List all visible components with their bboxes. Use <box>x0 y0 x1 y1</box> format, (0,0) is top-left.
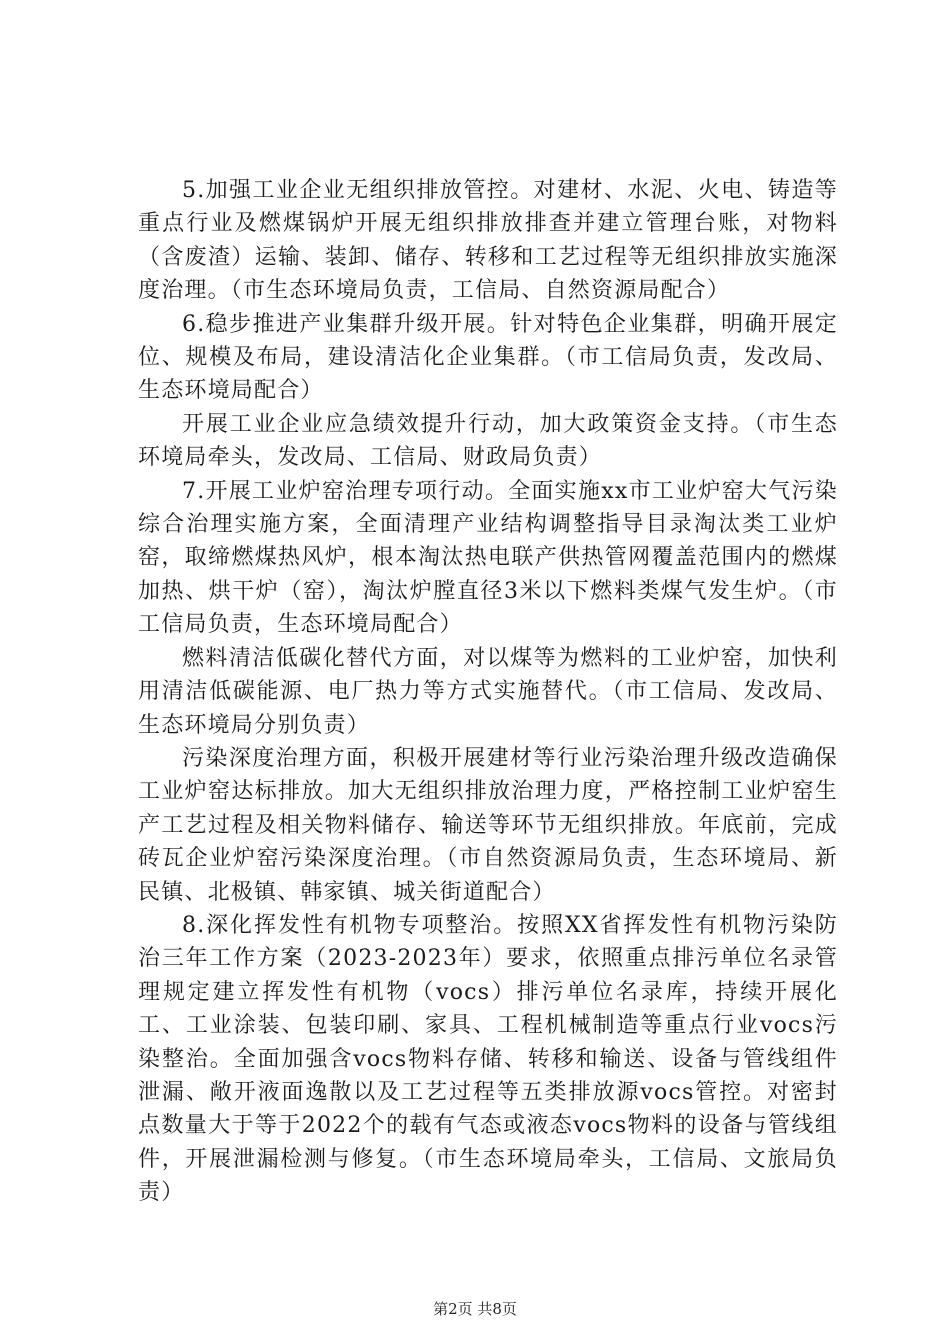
paragraph-deep-treatment: 污染深度治理方面，积极开展建材等行业污染治理升级改造确保工业炉窑达标排放。加大无组织排放治理力度，严格控制工业炉窑生产工艺过程及相关物料储存、输送等环节无组织排放。年底前，完成砖瓦企业炉窑污染深度治理。（市自然资源局负责，生态环境局、新民镇、北极镇、韩家镇、城关街道配合） <box>138 745 838 905</box>
paragraph-item-8: 8.深化挥发性有机物专项整治。按照XX省挥发性有机物污染防治三年工作方案（2023-2023年）要求，依照重点排污单位名录管理规定建立挥发性有机物（vocs）排污单位名录库，持续开展化工、工业涂装、包装印刷、家具、工程机械制造等重点行业vocs污染整治。全面加强含vocs物料存储、转移和输送、设备与管线组件泄漏、敞开液面逸散以及工艺过程等五类排放源vocs管控。对密封点数量大于等于2022个的载有气态或液态vocs物料的设备与管线组件，开展泄漏检测与修复。（市生态环境局牵头，工信局、文旅局负责） <box>138 912 838 1206</box>
paragraph-fuel-substitution: 燃料清洁低碳化替代方面，对以煤等为燃料的工业炉窑，加快利用清洁低碳能源、电厂热力等方式实施替代。（市工信局、发改局、生态环境局分别负责） <box>138 645 838 738</box>
paragraph-item-7: 7.开展工业炉窑治理专项行动。全面实施xx市工业炉窑大气污染综合治理实施方案，全面清理产业结构调整指导目录淘汰类工业炉窑，取缔燃煤热风炉，根本淘汰热电联产供热管网覆盖范围内的燃煤加热、烘干炉（窑），淘汰炉膛直径3米以下燃料类煤气发生炉。（市工信局负责，生态环境局配合） <box>138 478 838 638</box>
paragraph-item-5: 5.加强工业企业无组织排放管控。对建材、水泥、火电、铸造等重点行业及燃煤锅炉开展无组织排放排查并建立管理台账，对物料（含废渣）运输、装卸、储存、转移和工艺过程等无组织排放实施深度治理。（市生态环境局负责，工信局、自然资源局配合） <box>138 178 838 304</box>
paragraph-item-6: 6.稳步推进产业集群升级开展。针对特色企业集群，明确开展定位、规模及布局，建设清洁化企业集群。（市工信局负责，发改局、生态环境局配合） <box>138 311 838 404</box>
document-body <box>138 174 838 1210</box>
paragraph-emergency-performance: 开展工业企业应急绩效提升行动，加大政策资金支持。（市生态环境局牵头，发改局、工信局、财政局负责） <box>138 411 838 471</box>
page-number-footer: 第2页 共8页 <box>433 1300 517 1318</box>
